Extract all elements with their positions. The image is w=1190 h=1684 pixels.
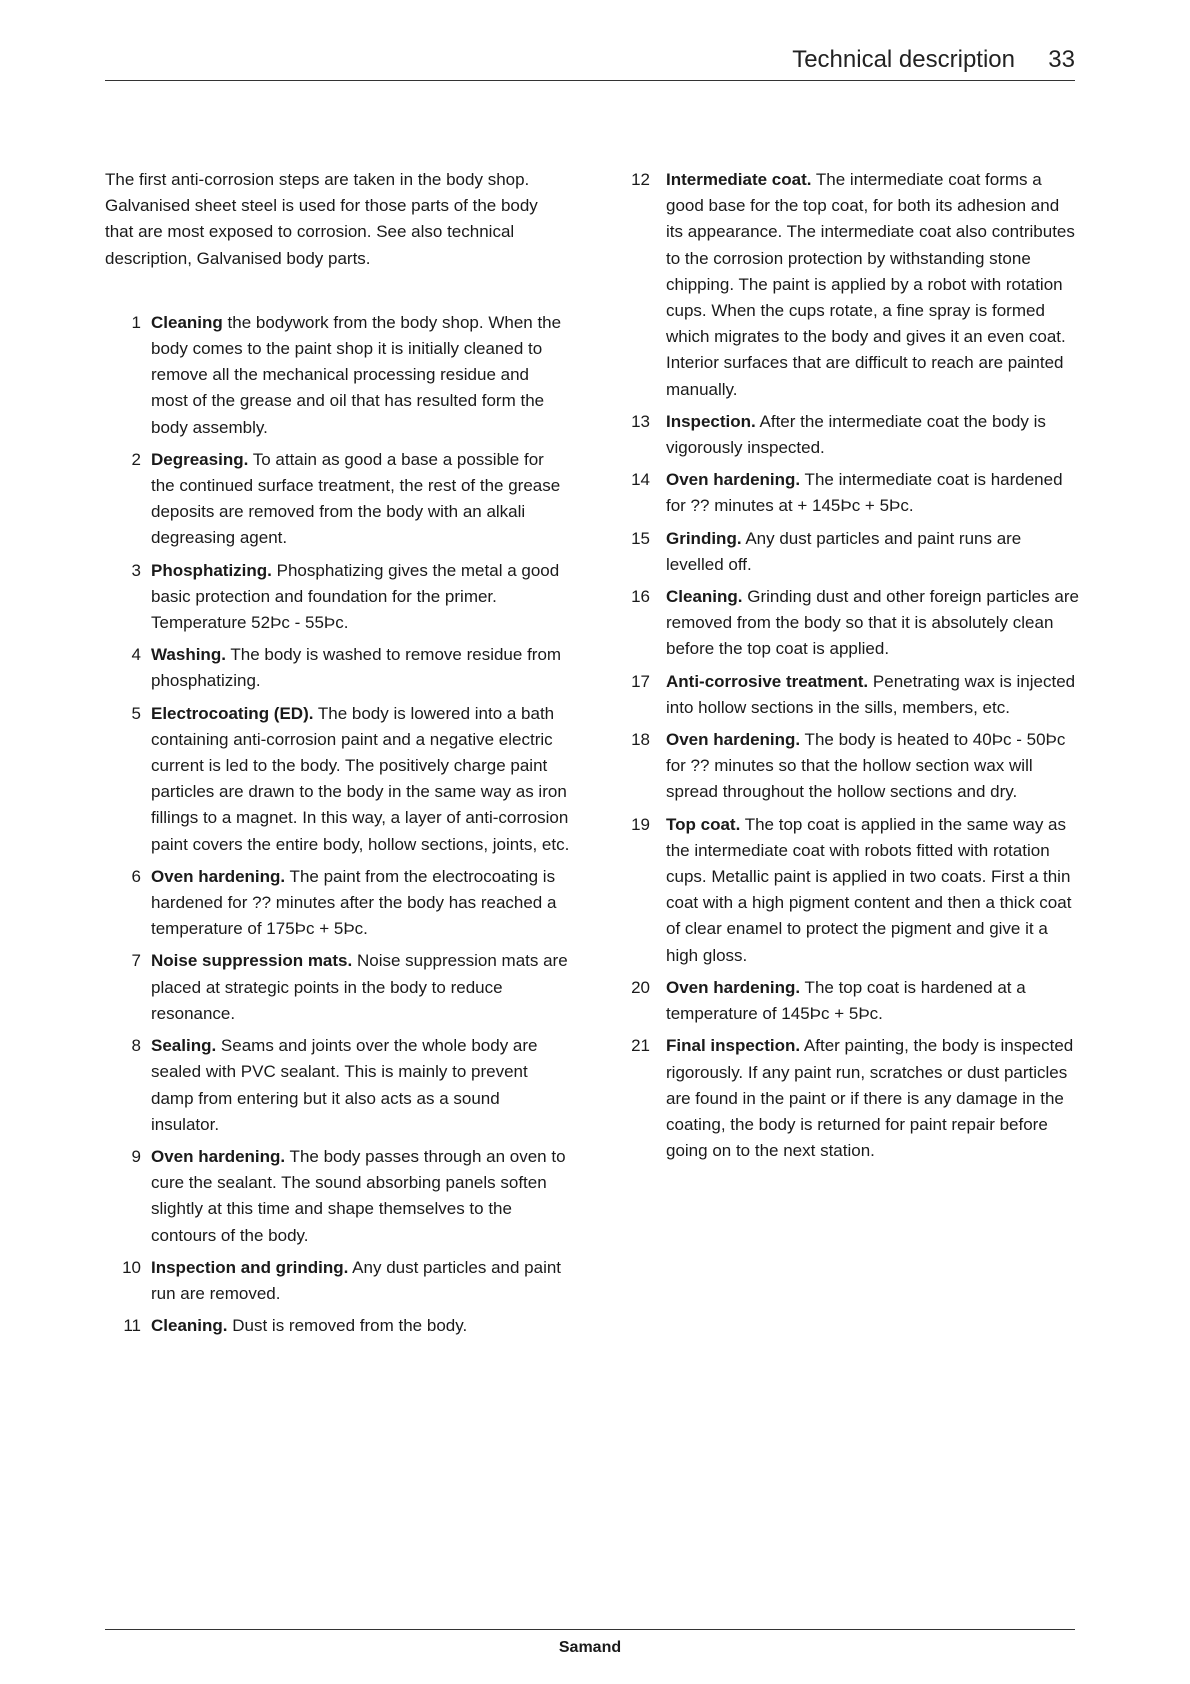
step-title: Cleaning [151,312,223,332]
step-item [630,409,1080,461]
step-text: The body is washed to remove residue from phosphatizing. [151,645,562,691]
step-item [630,167,1080,403]
step-item [105,1313,570,1339]
step-item [105,948,570,1027]
step-title: Degreasing. [151,449,249,469]
step-text: The paint from the electrocoating is hardened for ?? minutes after the body has reached a temperature of 175Þc + 5Þc. [151,866,557,939]
step-list-left [105,310,570,1340]
step-number: 13 [631,411,650,431]
step-title: Grinding. [666,528,742,548]
step-item [630,584,1080,663]
step-number: 16 [631,587,650,607]
step-text: After painting, the body is inspected rigorously. If any paint run, scratches or dust particles are found in the paint or if there is any damage in the coating, the body is returned for paint repair before going on to the next station. [666,1036,1074,1161]
intro-paragraph: The first anti-corrosion steps are taken in the body shop. Galvanised sheet steel is used for those parts of the body that are most exposed to corrosion. See also technical description, Galvanised body parts. [105,170,538,268]
step-number: 4 [131,645,141,665]
step-item [105,1144,570,1249]
step-text: Seams and joints over the whole body are sealed with PVC sealant. This is mainly to prevent damp from entering but it also acts as a sound insulator. [151,1036,538,1134]
right-column [630,167,1080,1170]
step-number: 9 [131,1146,141,1166]
step-title: Phosphatizing. [151,560,272,580]
step-title: Inspection and grinding. [151,1257,349,1277]
step-text: Dust is removed from the body. [227,1316,468,1336]
step-title: Electrocoating (ED). [151,703,314,723]
step-item [105,558,570,637]
step-text: the bodywork from the body shop. When the body comes to the paint shop it is initially cleaned to remove all the mechanical processing residue and most of the grease and oil that has resulted form the body assembly. [151,312,562,437]
step-number: 1 [131,312,141,332]
step-text: Any dust particles and paint runs are levelled off. [666,528,1022,574]
step-text: The body is heated to 40Þc - 50Þc for ?? minutes so that the hollow section wax will spread throughout the hollow sections and dry. [666,730,1066,802]
step-number: 15 [631,528,650,548]
step-item [630,727,1080,806]
step-item [105,701,570,858]
step-title: Oven hardening. [666,730,801,750]
step-number: 18 [631,730,650,750]
step-item [630,467,1080,519]
step-number: 21 [631,1036,650,1056]
step-item [105,310,570,441]
step-title: Cleaning. [666,587,743,607]
step-text: The top coat is hardened at a temperature of 145Þc + 5Þc. [666,977,1026,1024]
step-title: Washing. [151,645,226,665]
step-number: 8 [131,1036,141,1056]
footer-brand: Samand [558,1639,622,1656]
step-item [105,642,570,694]
step-number: 19 [631,814,650,834]
step-text: After the intermediate coat the body is vigorously inspected. [666,411,1046,458]
step-text: The intermediate coat forms a good base for the top coat, for both its adhesion and its appearance. The intermediate coat also contributes to the corrosion protection by withstanding stone chipping. The paint is applied by a robot with rotation cups. When the cups rotate, a fine spray is formed which migrates to the body and gives it an even coat. Interior surfaces that are difficult to reach are painted manually. [666,170,1075,399]
step-item [105,447,570,552]
step-title: Sealing. [151,1036,217,1056]
step-item [105,1255,570,1307]
step-title: Intermediate coat. [666,170,812,189]
step-title: Anti-corrosive treatment. [666,671,869,691]
step-text: The intermediate coat is hardened for ?? minutes at + 145Þc + 5Þc. [666,470,1063,516]
step-title: Noise suppression mats. [151,951,353,971]
step-title: Inspection. [666,411,756,431]
header-title: Technical description [792,46,1015,73]
step-number: 2 [131,449,141,469]
page-header [105,44,1075,81]
step-title: Cleaning. [151,1316,228,1336]
step-item [630,1033,1080,1164]
step-text: Phosphatizing gives the metal a good basic protection and foundation for the primer. Temperature 52Þc - 55Þc. [151,560,560,633]
step-text: Any dust particles and paint run are removed. [151,1257,562,1303]
step-title: Final inspection. [666,1036,801,1056]
step-number: 5 [131,703,141,723]
step-item [105,1033,570,1138]
step-number: 12 [631,170,650,189]
left-column [105,167,570,1345]
step-number: 14 [631,470,650,490]
step-number: 6 [131,866,141,886]
page-number: 33 [1048,46,1075,73]
step-item [630,669,1080,721]
step-number: 7 [131,951,141,971]
step-text: Grinding dust and other foreign particles are removed from the body so that it is absolutely clean before the top coat is applied. [666,587,1079,659]
step-text: The body passes through an oven to cure the sealant. The sound absorbing panels soften slightly at this time and shape themselves to the contours of the body. [151,1146,566,1245]
step-title: Oven hardening. [151,1146,286,1166]
step-number: 20 [631,977,650,997]
step-item [630,975,1080,1027]
step-number: 10 [122,1257,141,1277]
step-text: The body is lowered into a bath containing anti-corrosion paint and a negative electric current is led to the body. The positively charge paint particles are drawn to the body in the same way as iron fillings to a magnet. In this way, a layer of anti-corrosion paint covers the entire body, hollow sections, joints, etc. [151,703,570,854]
step-text: To attain as good a base a possible for the continued surface treatment, the rest of the grease deposits are removed from the body with an alkali degreasing agent. [151,449,561,548]
step-title: Oven hardening. [666,470,801,490]
step-list-right [630,167,1080,1164]
step-text: The top coat is applied in the same way as the intermediate coat with robots fitted with rotation cups. Metallic paint is applied in two coats. First a thin coat with a high pigment content and then a thick coat of clear enamel to protect the pigment and give it a high gloss. [666,814,1072,965]
step-item [630,526,1080,578]
step-item [630,812,1080,969]
step-text: Penetrating wax is injected into hollow sections in the sills, members, etc. [666,671,1076,717]
step-number: 3 [131,560,141,580]
step-title: Oven hardening. [151,866,286,886]
page-footer [105,1629,1075,1657]
step-number: 17 [631,671,650,691]
step-text: Noise suppression mats are placed at strategic points in the body to reduce resonance. [151,951,568,1023]
step-title: Oven hardening. [666,977,801,997]
step-number: 11 [123,1316,141,1336]
step-item [105,864,570,943]
step-title: Top coat. [666,814,741,834]
